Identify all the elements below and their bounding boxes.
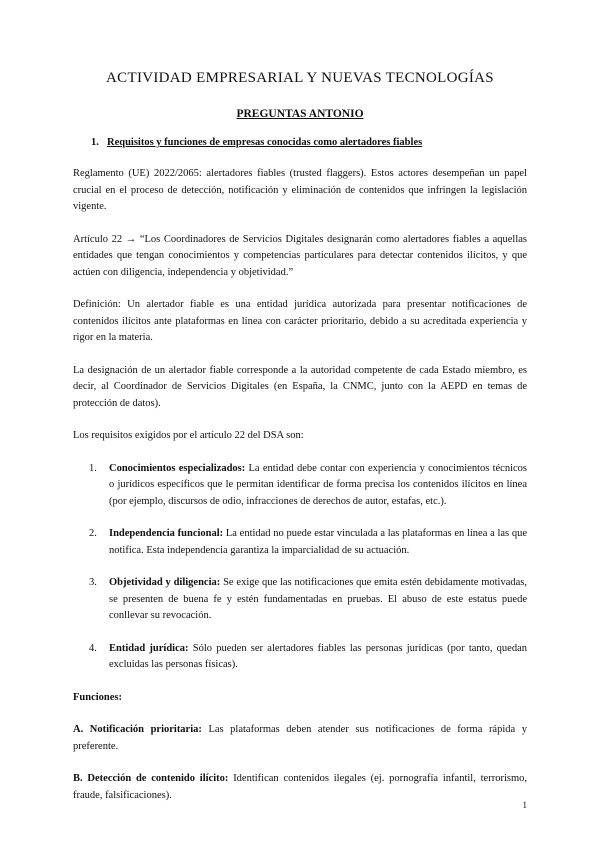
list-item	[73, 575, 527, 625]
function-term: A. Notificación prioritaria:	[73, 724, 202, 735]
page-number: 1	[522, 800, 527, 810]
list-item-term: Conocimientos especializados:	[109, 462, 246, 474]
section-heading-text: Requisitos y funciones de empresas conocidas como alertadores fiables	[107, 137, 423, 148]
list-item-number: 4.	[89, 642, 97, 654]
list-item-number: 2.	[89, 528, 97, 539]
document-subtitle: PREGUNTAS ANTONIO	[236, 108, 364, 120]
list-item-number: 3.	[89, 577, 97, 588]
paragraph-designation: La designación de un alertador fiable corresponde a la autoridad competente de cada Estado miembro, es decir, al Coordinador de Servicios Digitales (en España, la CNMC, junto con la AEPD en temas de protección de datos).	[73, 364, 527, 409]
list-item	[73, 641, 527, 674]
function-term: B. Detección de contenido ilícito:	[73, 773, 229, 784]
list-item-term: Entidad jurídica:	[109, 642, 189, 654]
list-item-text: La entidad debe contar con experiencia y conocimientos técnicos o jurídicos específicos que le permitan identificar de forma precisa los contenidos ilícitos en línea (por ejemplo, discursos de odio, infracciones de derechos de autor, estafas, etc.).	[109, 462, 527, 507]
list-item-term: Objetividad y diligencia:	[109, 577, 221, 588]
function-text: Identifican contenidos ilegales (ej. pornografía infantil, terrorismo, fraude, falsificaciones).	[73, 773, 528, 801]
document-title: ACTIVIDAD EMPRESARIAL Y NUEVAS TECNOLOGÍAS	[106, 70, 494, 86]
section-number: 1.	[91, 137, 99, 148]
paragraph-article-22: Artículo 22 → “Los Coordinadores de Servicios Digitales designarán como alertadores fiables a aquellas entidades que tengan conocimientos y competencias particulares para detectar contenidos ilícitos, y que actúen con diligencia, independencia y objetividad.”	[73, 233, 527, 278]
paragraph-requirements-intro: Los requisitos exigidos por el artículo 22 del DSA son:	[73, 430, 304, 441]
list-item-text: La entidad no puede estar vinculada a las plataformas en línea a las que notifica. Esta independencia garantiza la imparcialidad de su actuación.	[109, 528, 527, 556]
function-item	[73, 722, 527, 755]
list-item	[73, 461, 527, 511]
functions-title: Funciones:	[73, 691, 123, 703]
document-body	[73, 166, 527, 820]
list-item-term: Independencia funcional:	[109, 528, 224, 539]
section-heading	[91, 137, 422, 148]
list-item	[73, 526, 527, 559]
paragraph-definition: Definición: Un alertador fiable es una entidad jurídica autorizada para presentar notificaciones de contenidos ilícitos ante plataformas en línea con carácter prioritario, debido a su acreditada experiencia y rigor en la materia.	[73, 299, 527, 343]
function-item	[73, 771, 527, 804]
function-text: Las plataformas deben atender sus notificaciones de forma rápida y preferente.	[73, 724, 527, 752]
paragraph-regulation: Reglamento (UE) 2022/2065: alertadores fiables (trusted flaggers). Estos actores desempeñan un papel crucial en el proceso de detección, notificación y eliminación de contenidos que infringen la legislación vigente.	[73, 168, 527, 212]
list-item-text: Se exige que las notificaciones que emita estén debidamente motivadas, se presenten de buena fe y estén fundamentadas en pruebas. El abuso de este estatus puede conllevar su revocación.	[109, 577, 527, 621]
list-item-text: Sólo pueden ser alertadores fiables las personas jurídicas (por tanto, quedan excluidas las personas físicas).	[109, 642, 528, 670]
requirements-list	[73, 461, 527, 674]
list-item-number: 1.	[89, 462, 97, 474]
